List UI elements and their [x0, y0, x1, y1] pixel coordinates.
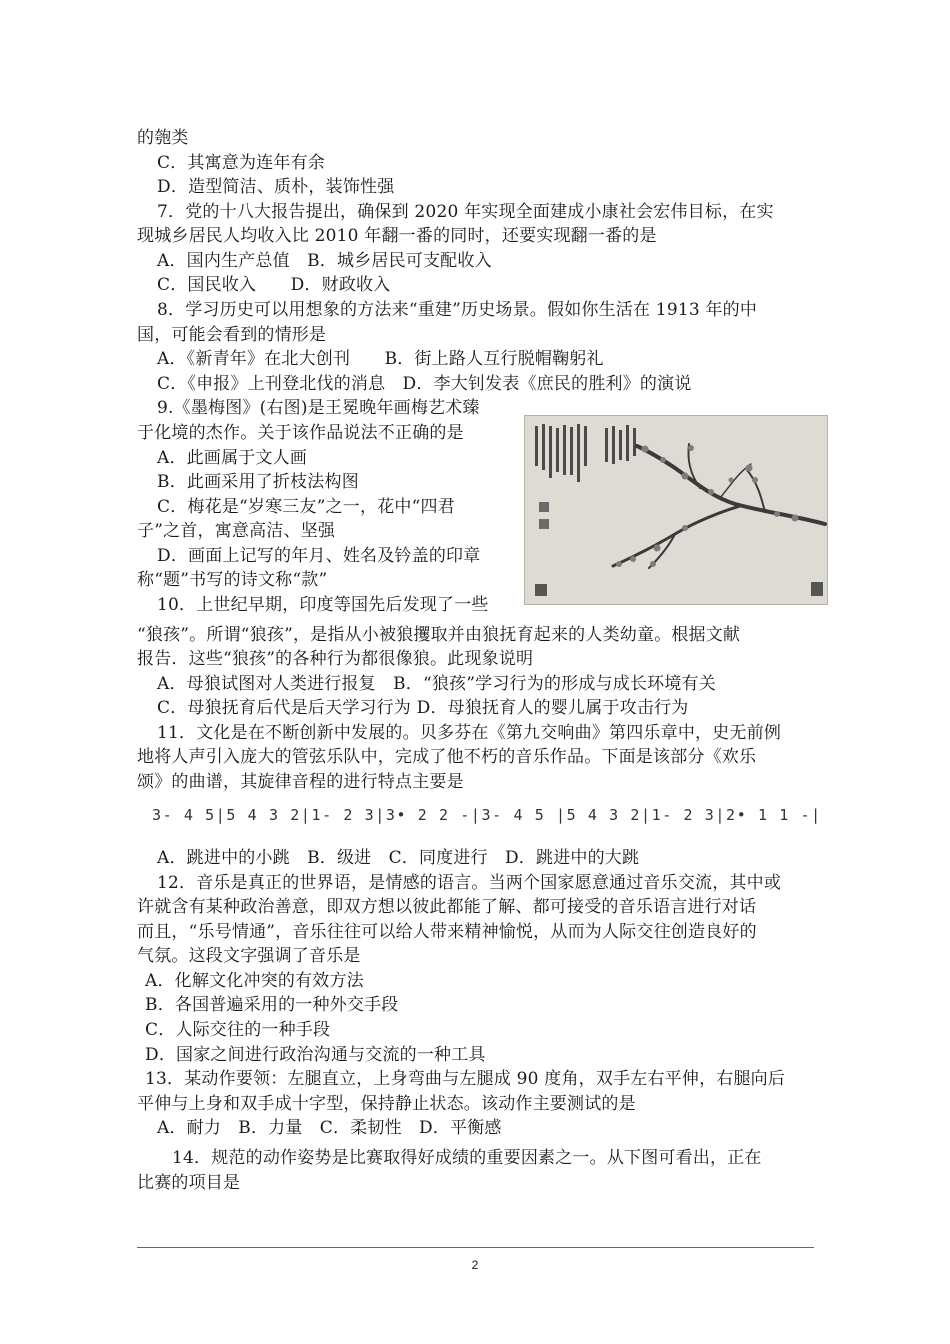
text-line: 的匏类: [137, 128, 189, 148]
question-13: 13．某动作要领：左腿直立，上身弯曲与左腿成 90 度角，双手左右平伸，右腿向后: [145, 1069, 786, 1089]
music-score: 3- 4 5|5 4 3 2|1- 2 3|3• 2 2 -|3- 4 5 |5 4 3 2|1- 2 3|2• 1 1 -|: [152, 806, 822, 824]
options-ab: A．国内生产总值 B．城乡居民可支配收入: [157, 251, 492, 271]
text-line: 称“题”书写的诗文称“款”: [137, 570, 328, 590]
text-line: “狼孩”。所谓“狼孩”，是指从小被狼攫取并由狼抚育起来的人类幼童。根据文献: [137, 625, 741, 645]
options-ab: A．母狼试图对人类进行报复 B．“狼孩”学习行为的形成与成长环境有关: [157, 674, 716, 694]
text-line: 现城乡居民人均收入比 2010 年翻一番的同时，还要实现翻一番的是: [137, 226, 657, 246]
options-cd: C．国民收入 D．财政收入: [157, 275, 391, 295]
text-line: 报告．这些“狼孩”的各种行为都很像狼。此现象说明: [137, 649, 534, 669]
option-c: C．其寓意为连年有余: [157, 153, 326, 173]
text-line: 比赛的项目是: [137, 1173, 241, 1193]
options: A．耐力 B．力量 C．柔韧性 D．平衡感: [157, 1118, 502, 1138]
option-d: D．国家之间进行政治沟通与交流的一种工具: [145, 1045, 486, 1065]
question-7: 7．党的十八大报告提出，确保到 2020 年实现全面建成小康社会宏伟目标，在实: [157, 202, 774, 222]
options: A．跳进中的小跳 B．级进 C．同度进行 D．跳进中的大跳: [157, 848, 640, 868]
option-c: C．人际交往的一种手段: [145, 1020, 331, 1040]
option-d: D．画面上记写的年月、姓名及钤盖的印章: [157, 546, 481, 566]
text-line: 国，可能会看到的情形是: [137, 325, 327, 345]
option-d: D．造型简洁、质朴，装饰性强: [157, 177, 395, 197]
text-line: 子”之首，寓意高洁、坚强: [137, 521, 336, 541]
text-line: 许就含有某种政治善意，即双方想以彼此都能了解、都可接受的音乐语言进行对话: [137, 897, 757, 917]
options-cd: C．《申报》上刊登北伐的消息 D．李大钊发表《庶民的胜利》的演说: [157, 374, 692, 394]
footer-divider: [137, 1247, 814, 1248]
options-ab: A．《新青年》在北大创刊 B．街上路人互行脱帽鞠躬礼: [157, 349, 604, 369]
question-11: 11．文化是在不断创新中发展的。贝多芬在《第九交响曲》第四乐章中，史无前例: [157, 723, 782, 743]
option-a: A．此画属于文人画: [157, 448, 308, 468]
text-line: 而且，“乐号情通”，音乐往往可以给人带来精神愉悦，从而为人际交往创造良好的: [137, 922, 757, 942]
question-8: 8．学习历史可以用想象的方法来“重建”历史场景。假如你生活在 1913 年的中: [157, 300, 758, 320]
page-number: 2: [471, 1258, 479, 1272]
option-b: B．此画采用了折枝法构图: [157, 472, 359, 492]
options-cd: C．母狼抚育后代是后天学习行为 D．母狼抚育人的婴儿属于攻击行为: [157, 698, 689, 718]
option-c: C．梅花是“岁寒三友”之一，花中“四君: [157, 497, 455, 517]
text-line: 颂》的曲谱，其旋律音程的进行特点主要是: [137, 772, 464, 792]
plum-blossom-painting: [524, 415, 828, 605]
text-line: 于化境的杰作。关于该作品说法不正确的是: [137, 423, 464, 443]
question-10: 10．上世纪早期，印度等国先后发现了一些: [157, 595, 489, 615]
question-14: 14．规范的动作姿势是比赛取得好成绩的重要因素之一。从下图可看出，正在: [172, 1148, 762, 1168]
question-9: 9.《墨梅图》(右图)是王冕晚年画梅艺术臻: [157, 398, 480, 418]
question-12: 12．音乐是真正的世界语，是情感的语言。当两个国家愿意通过音乐交流，其中或: [157, 873, 782, 893]
option-a: A．化解文化冲突的有效方法: [145, 971, 364, 991]
text-line: 平伸与上身和双手成十字型，保持静止状态。该动作主要测试的是: [137, 1094, 636, 1114]
text-line: 气氛。这段文字强调了音乐是: [137, 946, 361, 966]
text-line: 地将人声引入庞大的管弦乐队中，完成了他不朽的音乐作品。下面是该部分《欢乐: [137, 747, 757, 767]
option-b: B．各国普遍采用的一种外交手段: [145, 995, 399, 1015]
